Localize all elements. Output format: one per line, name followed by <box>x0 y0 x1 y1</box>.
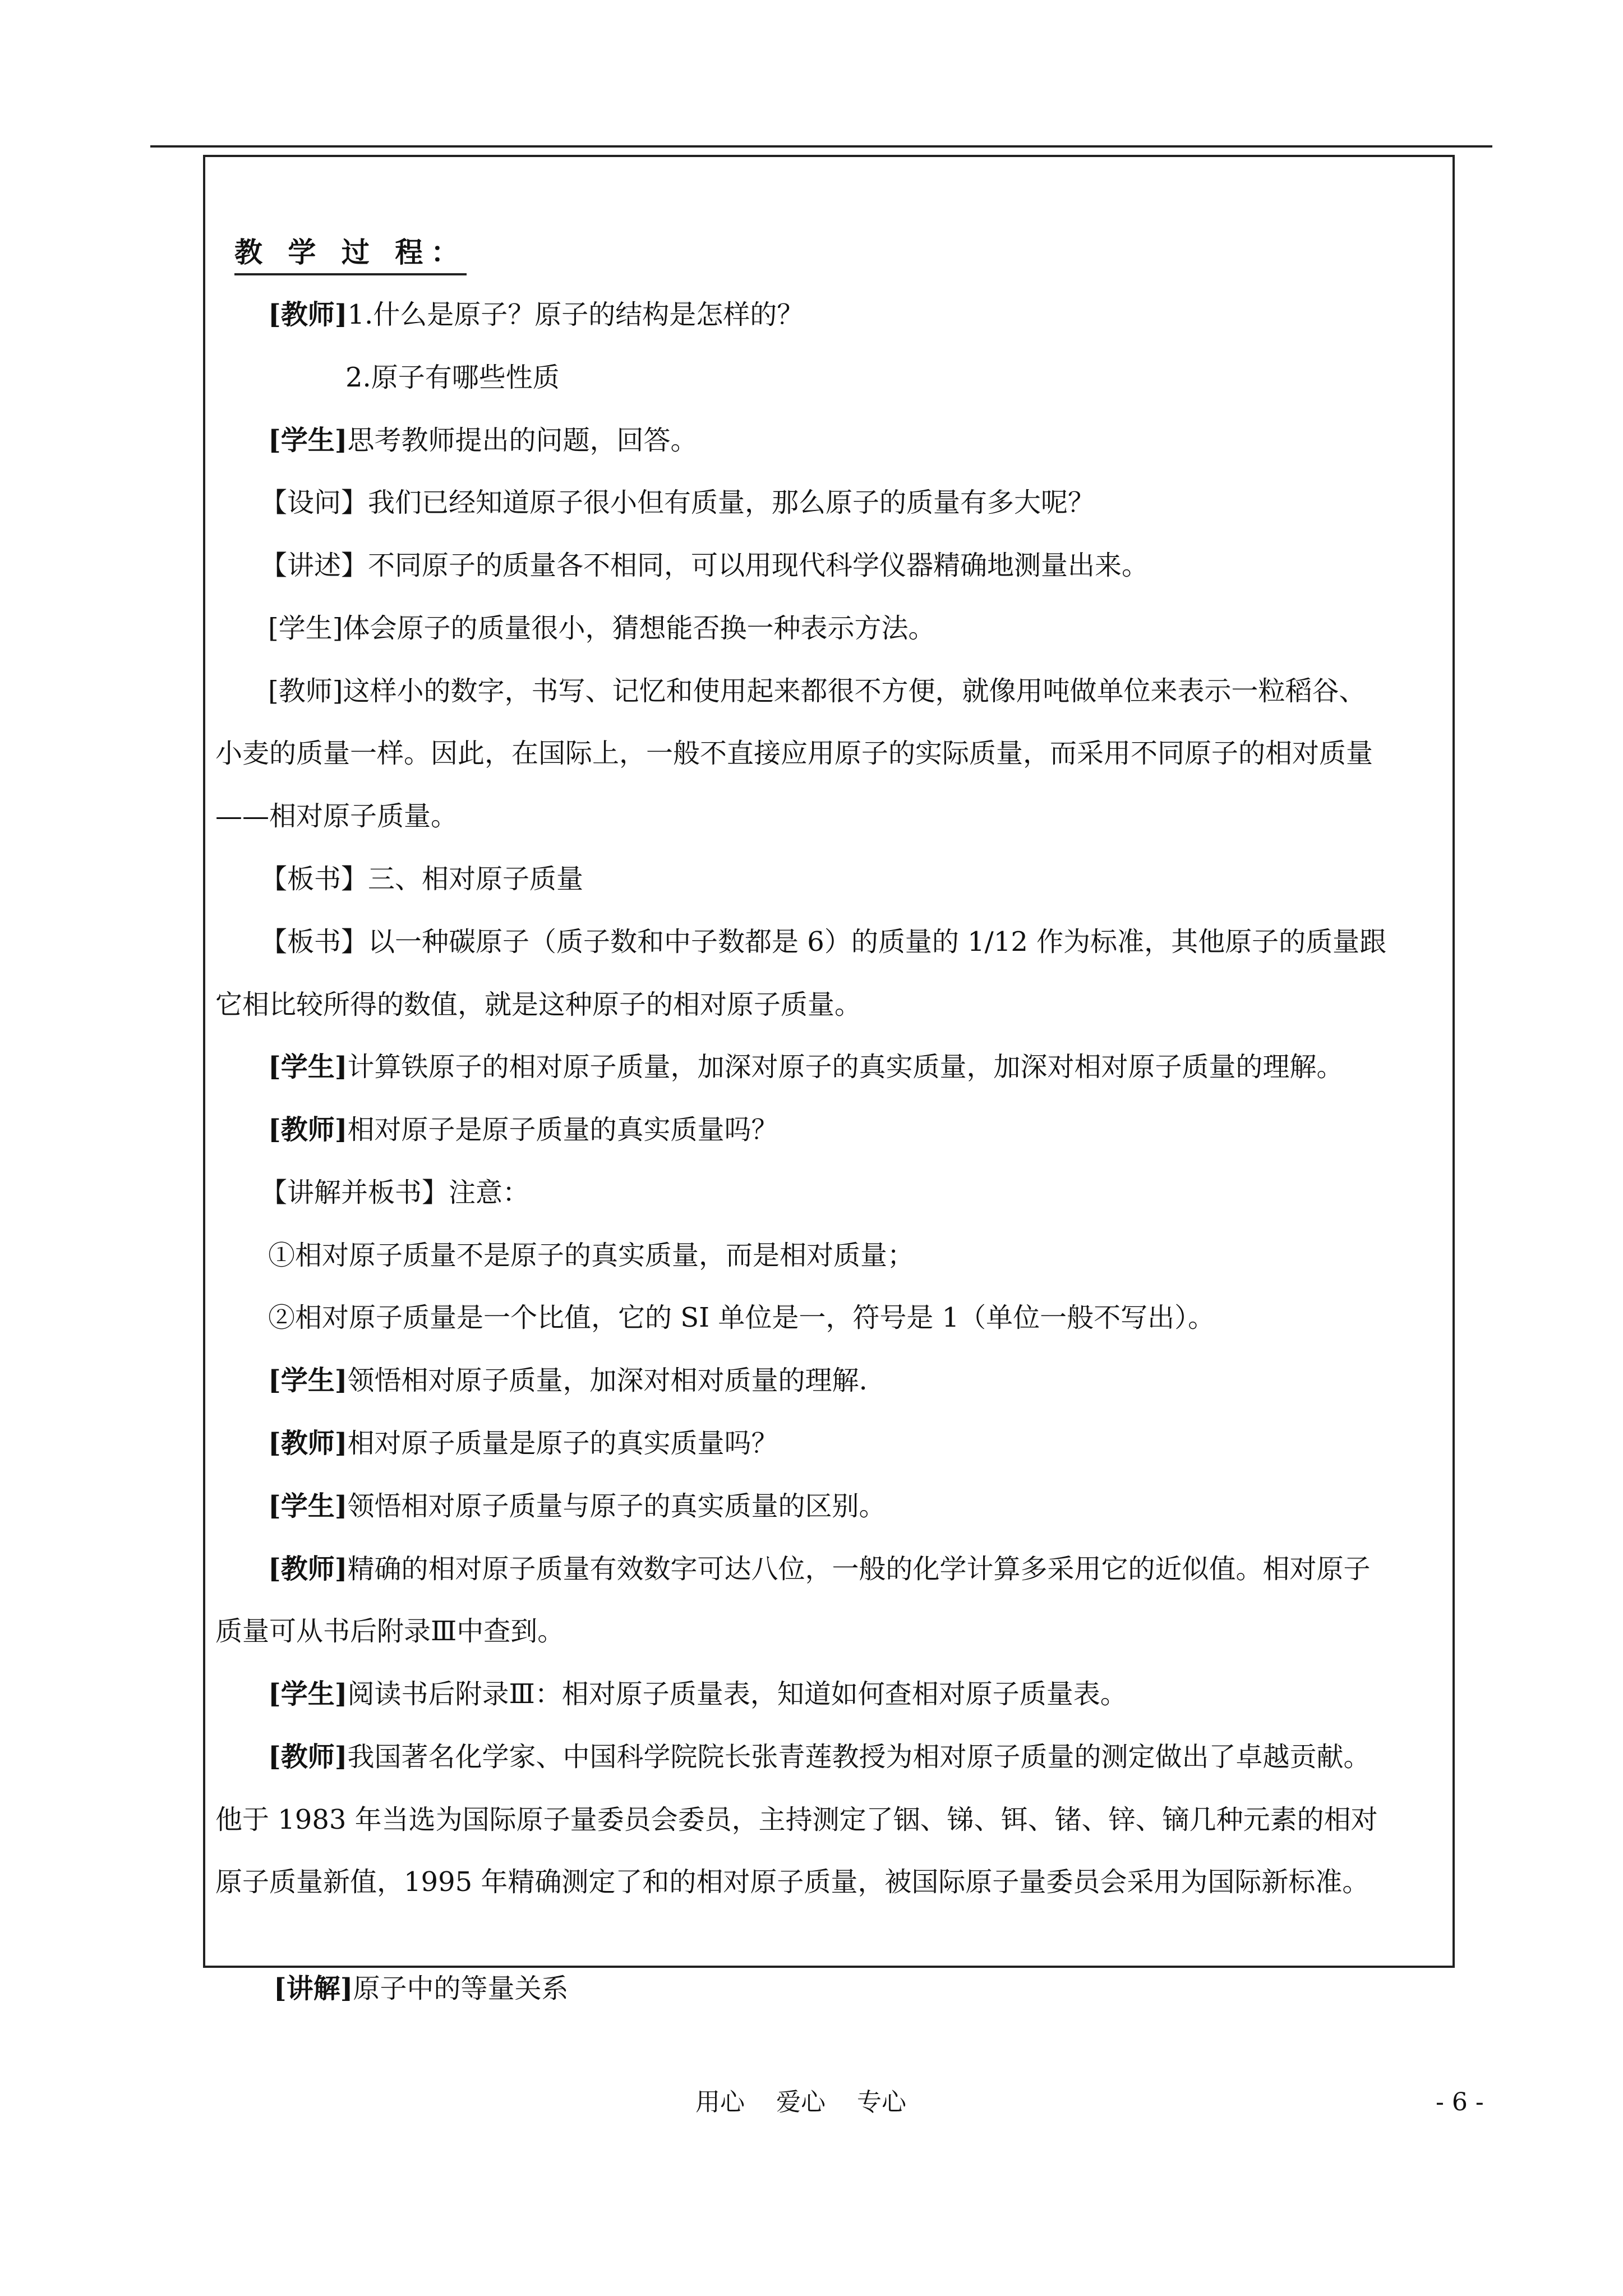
line-22 <box>215 1612 564 1651</box>
line-text: 原子中的等量关系 <box>353 1973 569 2004</box>
line-13 <box>268 1047 1343 1087</box>
line-text: 我国著名化学家、中国科学院院长张青莲教授为相对原子质量的测定做出了卓越贡献。 <box>347 1741 1371 1773</box>
line-25 <box>215 1800 1378 1839</box>
line-text: 我们已经知道原子很小但有质量，那么原子的质量有多大呢？ <box>368 487 1095 518</box>
line-15 <box>260 1173 529 1212</box>
line-14 <box>268 1110 778 1149</box>
line-20 <box>268 1487 886 1526</box>
footer-item: 用心 <box>695 2088 745 2116</box>
line-text: 相对原子是原子质量的真实质量吗？ <box>347 1114 778 1145</box>
line-10 <box>260 859 583 899</box>
line-text: 阅读书后附录Ⅲ：相对原子质量表，知道如何查相对原子质量表。 <box>347 1678 1127 1710</box>
line-2 <box>345 358 560 397</box>
line-7 <box>268 671 1366 711</box>
line-6 <box>268 609 935 648</box>
line-text: 领悟相对原子质量，加深对相对质量的理解. <box>347 1365 868 1396</box>
footer-item: 专心 <box>857 2088 906 2116</box>
line-27 <box>274 1969 568 2008</box>
speaker-tag: [学生] <box>268 1490 348 1522</box>
footer-item: 爱心 <box>776 2088 826 2116</box>
speaker-tag: [学生] <box>268 1051 348 1083</box>
line-text: 相对原子质量是原子的真实质量吗？ <box>347 1428 778 1459</box>
section-title: 教 学 过 程： <box>234 233 467 275</box>
line-9 <box>215 797 458 836</box>
line-text: 不同原子的质量各不相同，可以用现代科学仪器精确地测量出来。 <box>368 550 1149 581</box>
line-text: 2.原子有哪些性质 <box>345 362 560 393</box>
line-text: 领悟相对原子质量与原子的真实质量的区别。 <box>347 1490 886 1522</box>
line-8 <box>215 734 1373 773</box>
line-text: 计算铁原子的相对原子质量，加深对原子的真实质量，加深对相对原子质量的理解。 <box>347 1051 1344 1083</box>
line-3 <box>268 421 697 460</box>
line-21 <box>268 1549 1370 1589</box>
line-1 <box>268 295 804 334</box>
line-text: ①相对原子质量不是原子的真实质量，而是相对质量； <box>268 1240 915 1271</box>
line-23 <box>268 1674 1127 1714</box>
line-text: ——相对原子质量。 <box>215 800 458 832</box>
line-text: 思考教师提出的问题，回答。 <box>347 425 698 456</box>
line-text: 精确的相对原子质量有效数字可达八位，一般的化学计算多采用它的近似值。相对原子 <box>347 1553 1371 1585</box>
line-text: 以一种碳原子（质子数和中子数都是 6）的质量的 1/12 作为标准，其他原子的质量跟 <box>368 926 1387 958</box>
page-number: - 6 - <box>1436 2088 1484 2116</box>
line-text: ②相对原子质量是一个比值，它的 SI 单位是一，符号是 1（单位一般不写出）。 <box>268 1302 1215 1333</box>
speaker-tag: [教师] <box>268 675 343 707</box>
header-rule <box>150 145 1492 148</box>
line-text: 它相比较所得的数值，就是这种原子的相对原子质量。 <box>215 989 862 1020</box>
line-4 <box>260 483 1095 522</box>
line-17 <box>268 1298 1215 1337</box>
speaker-tag: 【设问】 <box>260 487 368 518</box>
footer-motto <box>695 2086 906 2119</box>
line-12 <box>215 985 861 1024</box>
line-16 <box>268 1236 914 1275</box>
speaker-tag: [学生] <box>268 425 348 456</box>
speaker-tag: [教师] <box>268 1114 348 1145</box>
line-19 <box>268 1424 778 1463</box>
line-5 <box>260 546 1149 585</box>
line-text: 注意： <box>449 1177 530 1208</box>
line-11 <box>260 922 1386 961</box>
speaker-tag: 【板书】 <box>260 863 368 895</box>
line-text: 原子质量新值，1995 年精确测定了和的相对原子质量，被国际原子量委员会采用为国际新标准。 <box>215 1866 1370 1898</box>
line-18 <box>268 1361 868 1400</box>
speaker-tag: [教师] <box>268 1428 348 1459</box>
speaker-tag: 【讲解并板书】 <box>260 1177 449 1208</box>
speaker-tag: [教师] <box>268 1553 348 1585</box>
line-text: 小麦的质量一样。因此，在国际上，一般不直接应用原子的实际质量，而采用不同原子的相对质量 <box>215 738 1373 769</box>
line-text: 他于 1983 年当选为国际原子量委员会委员，主持测定了铟、锑、铒、锗、锌、镝几种元素的相对 <box>215 1804 1378 1835</box>
speaker-tag: [教师] <box>268 299 348 330</box>
line-26 <box>215 1862 1369 1902</box>
line-text: 质量可从书后附录Ⅲ中查到。 <box>215 1616 565 1647</box>
speaker-tag: 【讲述】 <box>260 550 368 581</box>
speaker-tag: [学生] <box>268 613 343 644</box>
line-24 <box>268 1737 1370 1777</box>
line-text: 体会原子的质量很小，猜想能否换一种表示方法。 <box>343 613 935 644</box>
speaker-tag: [学生] <box>268 1678 348 1710</box>
line-text: 1.什么是原子？原子的结构是怎样的？ <box>347 299 804 330</box>
speaker-tag: [讲解] <box>274 1973 353 2004</box>
line-text: 三、相对原子质量 <box>368 863 584 895</box>
line-text: 这样小的数字，书写、记忆和使用起来都很不方便，就像用吨做单位来表示一粒稻谷、 <box>343 675 1366 707</box>
speaker-tag: 【板书】 <box>260 926 368 958</box>
speaker-tag: [教师] <box>268 1741 348 1773</box>
speaker-tag: [学生] <box>268 1365 348 1396</box>
